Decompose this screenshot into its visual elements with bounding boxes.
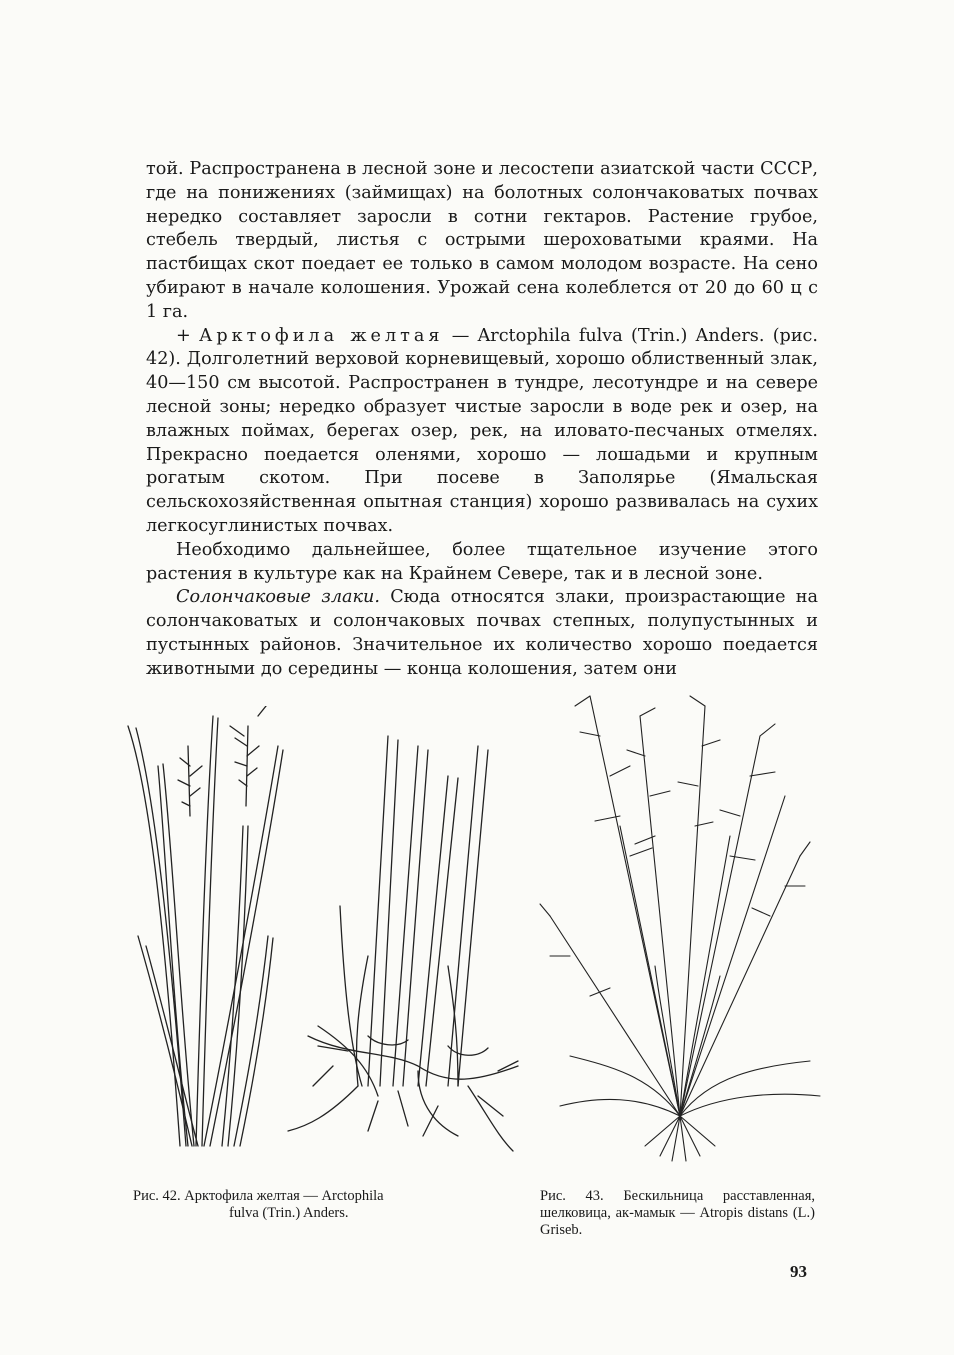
- caption-42-line1: Рис. 42. Арктофила желтая — Arctophila: [133, 1188, 384, 1204]
- section-text: Сюда относятся злаки, произрастающие на солончаковатых и солончаковых почвах степных, полупустынных и пустынных районов. Значительное их количество хорошо поедается животными до середины — конца колошения, затем они: [146, 587, 818, 679]
- marker: +: [176, 325, 200, 346]
- figure-42-caption: [133, 1188, 518, 1222]
- figure-42-illustration: [118, 706, 528, 1166]
- figures-area: [110, 676, 850, 1186]
- section-title: Солончаковые злаки.: [176, 587, 380, 608]
- paragraph-continuation: той. Распространена в лесной зоне и лесостепи азиатской части СССР, где на понижениях (займищах) на болотных солончаковатых почвах нередко составляет заросли в сотни гектаров. Растение грубое, стебель твердый, листья с острыми шероховатыми краями. На пастбищах скот поедает ее только в самом молодом возрасте. На сено убирают в начале колошения. Урожай сена колеблется от 20 до 60 ц с 1 га.: [146, 159, 818, 322]
- figure-43-illustration: [530, 676, 830, 1166]
- body-text: [146, 158, 818, 682]
- species-name: Арктофила желтая: [199, 325, 444, 346]
- caption-42-line2: fulva (Trin.) Anders.: [229, 1205, 349, 1221]
- page-number: 93: [790, 1262, 807, 1281]
- figure-43-caption: Рис. 43. Бескильница расставленная, шелковица, ак-мамык — Atropis distans (L.) Griseb.: [540, 1188, 815, 1238]
- paragraph-arctophila: [146, 325, 818, 539]
- paragraph-saline-grasses: [146, 586, 818, 681]
- paragraph-study: Необходимо дальнейшее, более тщательное изучение этого растения в культуре как на Крайнем Севере, так и в лесной зоне.: [146, 539, 818, 584]
- species-description: — Arctophila fulva (Trin.) Anders. (рис. 42). Долголетний верховой корневищевый, хорошо облиственный злак, 40—150 см высотой. Распространен в тундре, лесотундре и на севере лесной зоны; нередко образует чистые заросли в воде рек и озер, на влажных поймах, берегах озер, рек, на иловато-песчаных отмелях. Прекрасно поедается оленями, хорошо — лошадьми и крупным рогатым скотом. При посеве в Заполярье (Ямальская сельскохозяйственная опытная станция) хорошо развивалась на сухих легкосуглинистых почвах.: [146, 325, 818, 536]
